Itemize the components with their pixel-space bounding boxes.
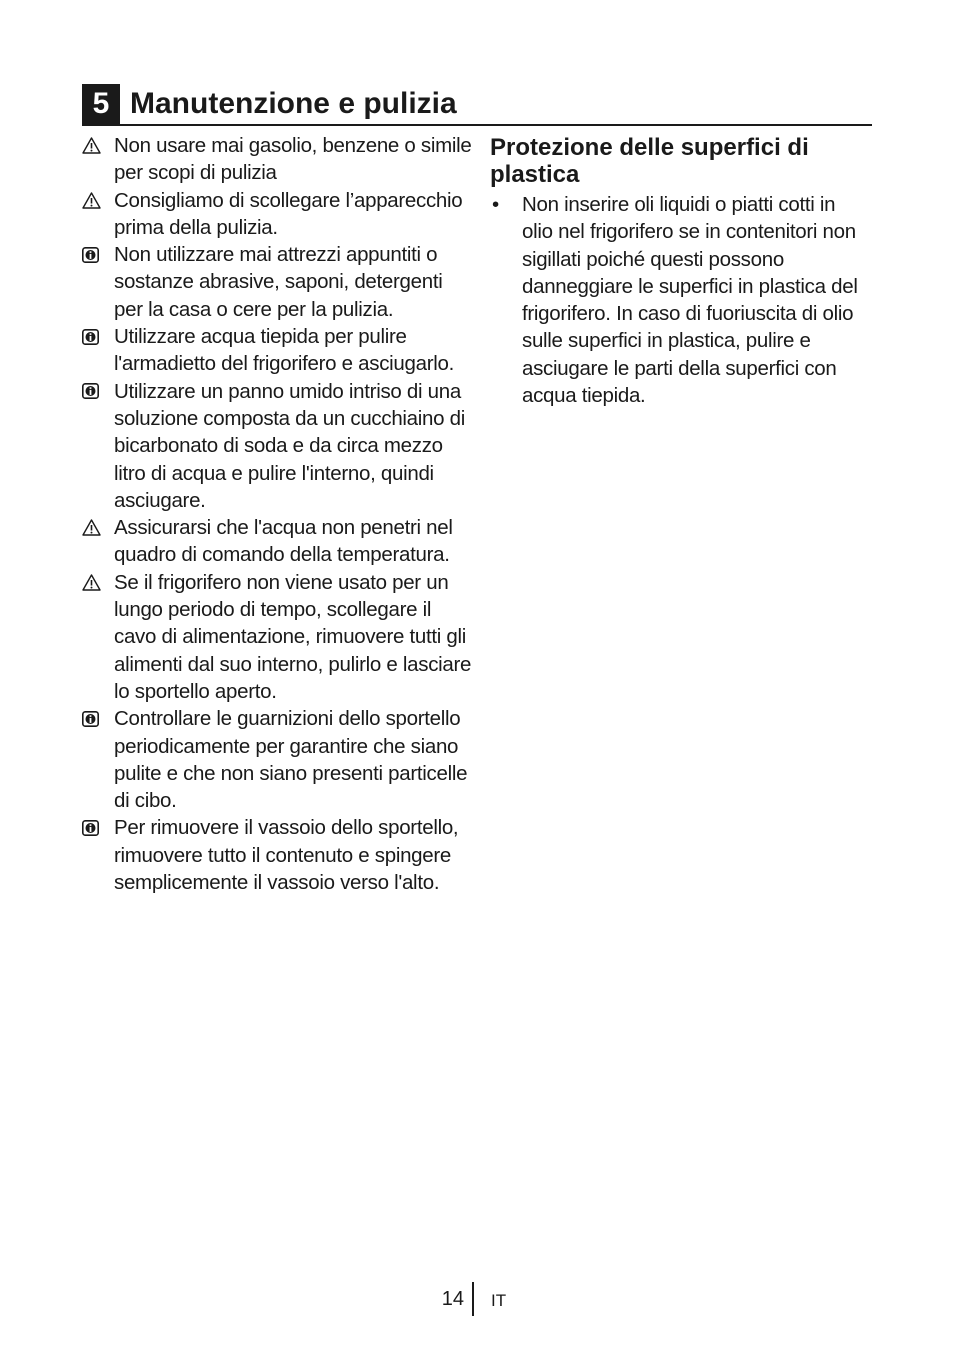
warning-icon: [82, 132, 114, 159]
info-icon: [82, 241, 114, 268]
note-text: Consigliamo di scollegare l’apparecchio prima della pulizia.: [114, 188, 463, 239]
warning-icon: [82, 569, 114, 596]
info-icon: [82, 705, 114, 732]
note-item: [82, 378, 472, 514]
section-header: [82, 80, 872, 126]
note-item: [82, 132, 472, 187]
note-text: Se il frigorifero non viene usato per un lungo periodo di tempo, scollegare il cavo di alimentazione, rimuovere tutti gli alimenti dal suo interno, pulirlo e lasciare lo sportello aperto.: [114, 570, 472, 703]
note-text: Utilizzare acqua tiepida per pulire l'armadietto del frigorifero e asciugarlo.: [114, 325, 454, 376]
maintenance-notes-list: [82, 132, 472, 896]
note-item: [82, 814, 472, 896]
bullet-text: Non inserire oli liquidi o piatti cotti in olio nel frigorifero se in contenitori non sigillati poiché questi possono danneggiare le superfici in plastica del frigorifero. In caso di fuoriuscita di olio sulle superfici in plastica, pulire e asciugare le parti della superfici con acqua tiepida.: [522, 193, 858, 408]
footer-divider: [472, 1282, 474, 1316]
page-number: 14: [441, 1288, 464, 1310]
note-item: [82, 569, 472, 705]
note-item: [82, 705, 472, 814]
page-footer: [0, 1282, 954, 1316]
note-text: Utilizzare un panno umido intriso di una soluzione composta da un cucchiaino di bicarbonato di soda e da circa mezzo litro di acqua e pulire l'interno, quindi asciugare.: [114, 379, 465, 512]
bullet-mark: •: [492, 193, 499, 216]
note-item: [82, 187, 472, 242]
warning-icon: [82, 514, 114, 541]
plastic-protection-heading: Protezione delle superfici di plastica: [490, 134, 809, 188]
section-number-badge: 5: [82, 84, 120, 124]
warning-icon: [82, 187, 114, 214]
info-icon: [82, 323, 114, 350]
info-icon: [82, 378, 114, 405]
note-text: Non utilizzare mai attrezzi appuntiti o sostanze abrasive, saponi, detergenti per la casa o cere per la pulizia.: [114, 243, 443, 321]
note-text: Non usare mai gasolio, benzene o simile per scopi di pulizia: [114, 134, 472, 185]
note-item: [82, 241, 472, 323]
info-icon: [82, 814, 114, 841]
language-code: IT: [491, 1291, 507, 1310]
section-title: Manutenzione e pulizia: [130, 87, 457, 120]
note-item: [82, 514, 472, 569]
bullet-item: [490, 191, 870, 409]
note-text: Controllare le guarnizioni dello sportello periodicamente per garantire che siano pulite e che non siano presenti particelle di cibo.: [114, 707, 468, 813]
note-text: Per rimuovere il vassoio dello sportello, rimuovere tutto il contenuto e spingere semplicemente il vassoio verso l'alto.: [114, 816, 459, 895]
note-item: [82, 323, 472, 378]
plastic-protection-section: [490, 134, 870, 409]
note-text: Assicurarsi che l'acqua non penetri nel quadro di comando della temperatura.: [114, 516, 453, 567]
